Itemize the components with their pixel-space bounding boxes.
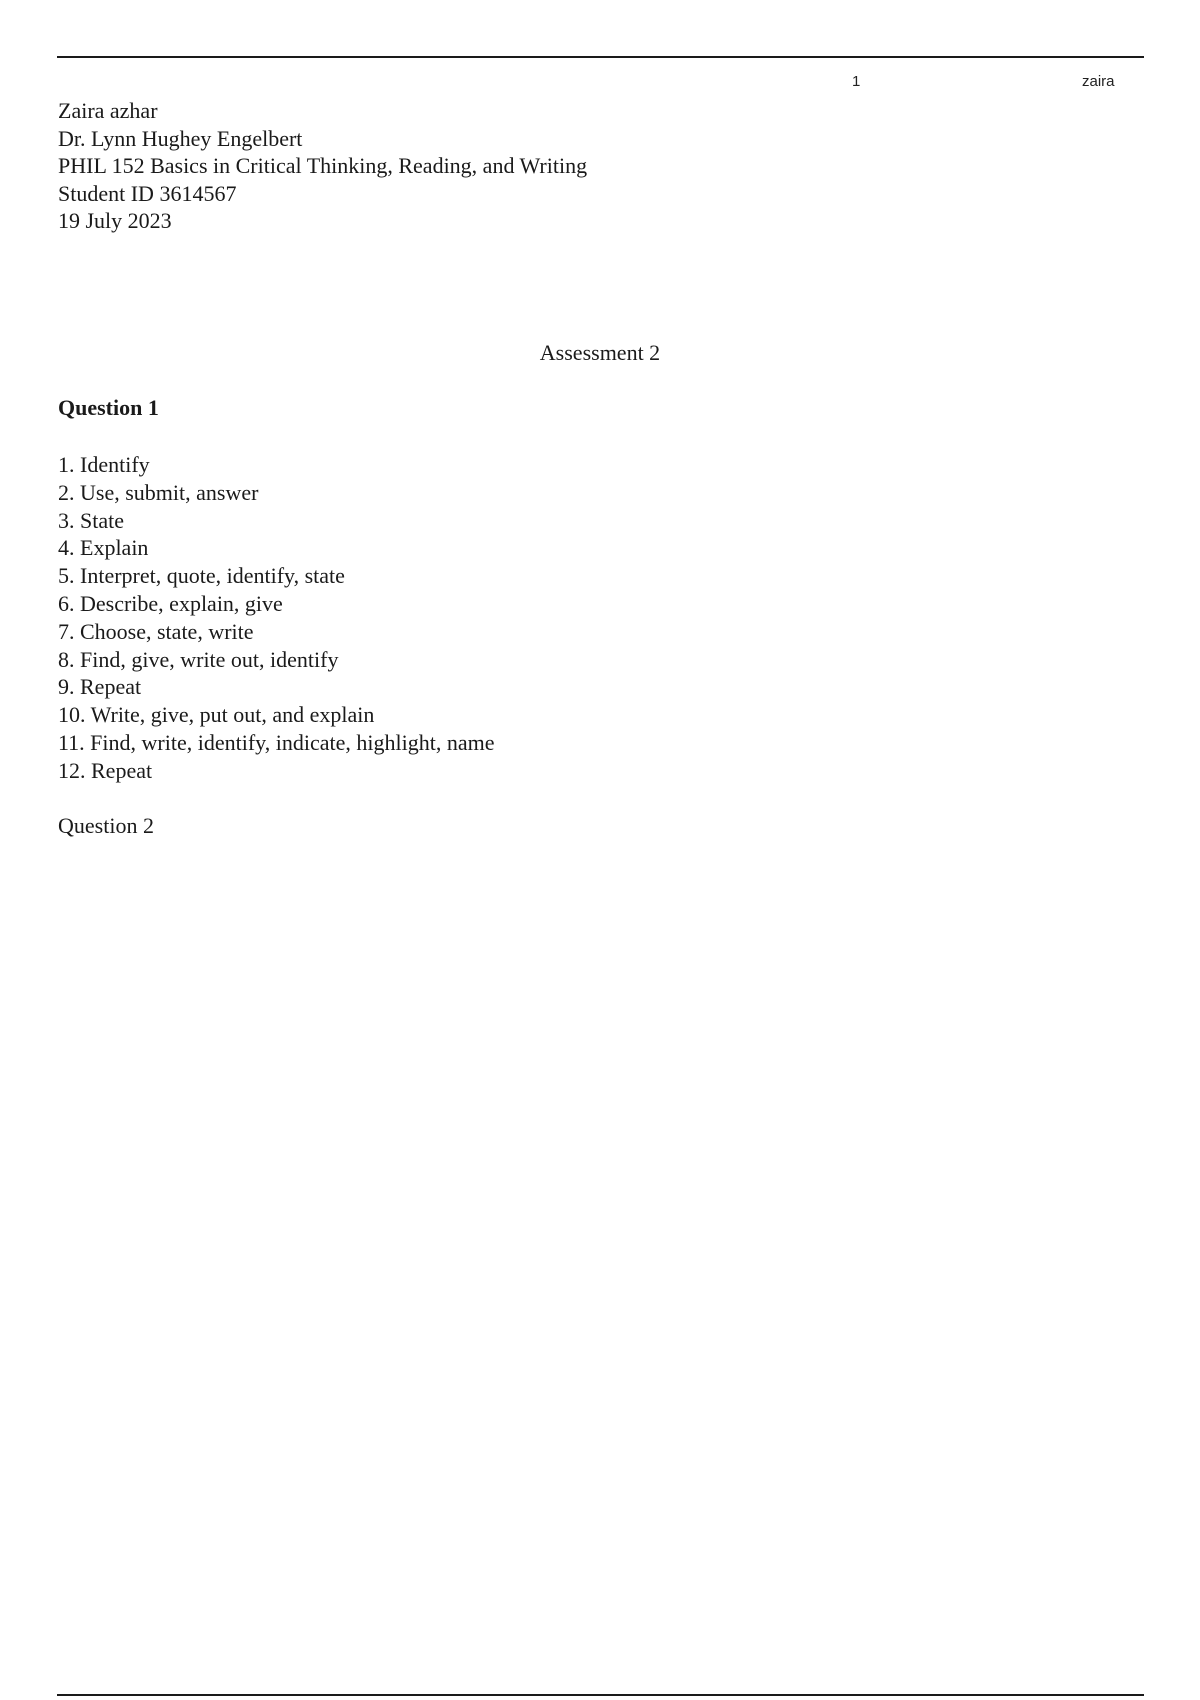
list-item: 4. Explain bbox=[58, 535, 149, 561]
question-1-heading: Question 1 bbox=[58, 395, 159, 420]
list-item: 8. Find, give, write out, identify bbox=[58, 646, 339, 672]
list-item: 3. State bbox=[58, 507, 124, 533]
header-rule bbox=[57, 56, 1144, 58]
instructor-name: Dr. Lynn Hughey Engelbert bbox=[58, 125, 303, 151]
submission-date: 19 July 2023 bbox=[58, 208, 172, 234]
list-item: 9. Repeat bbox=[58, 674, 142, 700]
list-item: 12. Repeat bbox=[58, 757, 153, 783]
student-name: Zaira azhar bbox=[58, 98, 158, 123]
page-number: 1 bbox=[852, 73, 861, 90]
document-title: Assessment 2 bbox=[539, 340, 661, 365]
author-block bbox=[58, 97, 587, 235]
list-item: 5. Interpret, quote, identify, state bbox=[58, 563, 345, 589]
list-item: 11. Find, write, identify, indicate, highlight, name bbox=[58, 729, 495, 755]
list-item: 10. Write, give, put out, and explain bbox=[58, 702, 375, 728]
list-item: 7. Choose, state, write bbox=[58, 618, 254, 644]
running-header-name: zaira bbox=[1082, 73, 1115, 90]
footer-rule bbox=[57, 1694, 1144, 1696]
question-1-answer-list bbox=[58, 451, 494, 785]
list-item: 2. Use, submit, answer bbox=[58, 479, 259, 505]
question-2-heading: Question 2 bbox=[58, 813, 154, 838]
list-item: 6. Describe, explain, give bbox=[58, 590, 283, 616]
list-item: 1. Identify bbox=[58, 452, 150, 477]
student-id: Student ID 3614567 bbox=[58, 180, 237, 206]
course-title: PHIL 152 Basics in Critical Thinking, Reading, and Writing bbox=[58, 153, 588, 179]
